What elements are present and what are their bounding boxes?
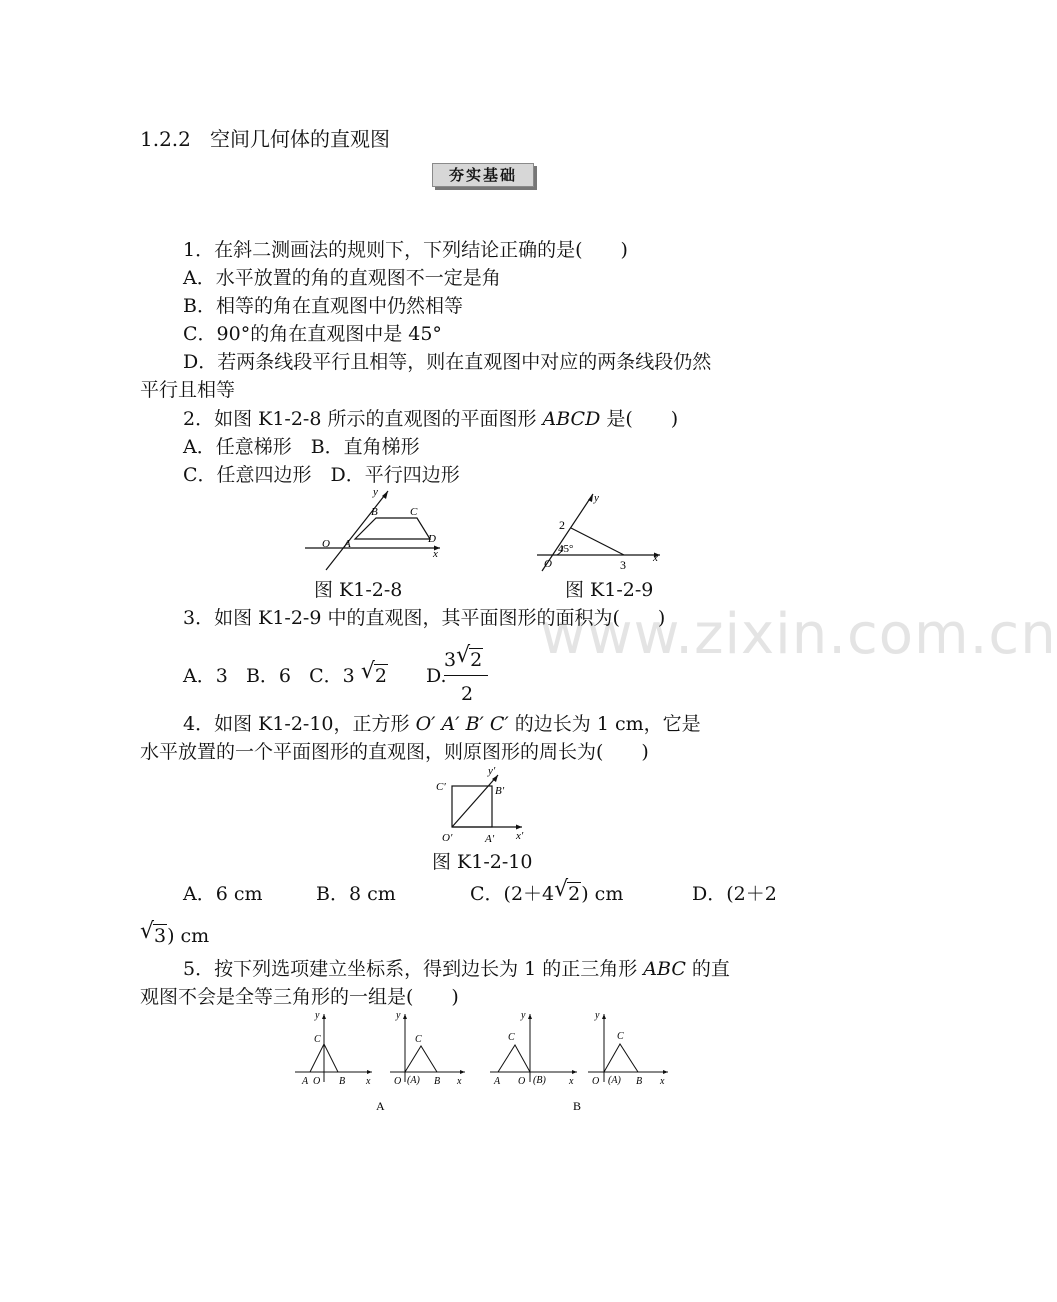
g2-label-a: (A) [407,1075,420,1086]
fig9-triangle-side [571,528,624,555]
q4-option-d-radical: √ 3 [140,919,167,947]
g4-label-y: y [595,1010,600,1021]
fig8-label-y: y [373,486,378,498]
q2-stem-text: 2．如图 K1-2-8 所示的直观图的平面图形 [183,408,543,430]
g4-label-a: (A) [608,1075,621,1086]
q4-option-c-radicand: 2 [568,883,581,905]
g3-label-y: y [521,1010,526,1021]
section-heading [140,123,390,152]
g3-label-o: O [518,1076,526,1087]
g3-label-b: (B) [533,1075,546,1086]
section-badge: 夯实基础 [432,163,534,187]
figure-k1-2-9 [532,488,667,574]
q3-option-d-numerator [444,643,483,674]
fig8-caption: 图 K1-2-8 [314,579,403,601]
q4-stem-end: 的边长为 1 cm，它是 [508,713,701,735]
q3-option-d-radical: √ 2 [456,643,483,671]
fig9-label-o: O [544,558,552,570]
g2-label-b: B [434,1076,441,1087]
q4-option-c-radical: √ 2 [554,877,581,905]
g1-label-o: O [313,1076,321,1087]
q4-stem-line2: 水平放置的一个平面图形的直观图，则原图形的周长为( ) [140,741,649,763]
q5-option-b-label: B [573,1099,582,1113]
g4-y-arrow [602,1014,606,1019]
fig8-trapezoid [355,518,430,539]
q2-options-cd: C．任意四边形 D．平行四边形 [183,464,460,486]
q4-option-d-end: ) cm [167,925,210,947]
g3-label-x: x [569,1076,574,1087]
q1-stem: 1．在斜二测画法的规则下，下列结论正确的是( ) [183,239,628,261]
g3-label-c: C [508,1032,515,1043]
fig10-label-x: x′ [516,830,524,842]
fig8-label-c: C [410,506,418,518]
section-number: 1.2.2 [140,127,191,151]
q5-graph-4 [588,1010,668,1087]
g1-label-c: C [314,1034,321,1045]
q3-option-d-label: D. [426,665,447,687]
fig10-x-arrow [516,825,522,830]
g2-x-arrow [460,1070,465,1074]
figure-k1-2-10 [434,762,534,848]
fig8-label-o: O [322,538,330,550]
fig10-label-a: A′ [485,833,495,845]
fig10-y-axis [452,775,498,827]
q4-option-c [470,877,624,908]
g1-y-arrow [322,1014,326,1019]
g4-label-c: C [617,1031,624,1042]
q2-stem-end: 是( ) [600,408,679,430]
q1-option-b: B．相等的角在直观图中仍然相等 [183,295,463,317]
q3-option-b: B．6 [245,665,291,687]
fig10-caption: 图 K1-2-10 [432,851,533,873]
q3-option-c: C．3 [309,665,355,687]
q5-stem-end: 的直 [685,958,730,980]
q5-stem-line2: 观图不会是全等三角形的一组是( ) [140,986,459,1008]
g4-label-x: x [660,1076,665,1087]
g2-y-arrow [403,1014,407,1019]
fig8-label-a: A [344,538,351,550]
g1-x-arrow [367,1070,372,1074]
fig8-label-d: D [428,533,436,545]
g2-label-y: y [396,1010,401,1021]
g1-label-y: y [315,1010,320,1021]
q5-stem-variable: ABC [643,958,686,980]
g1-label-b: B [339,1076,346,1087]
q4-option-d-radicand: 3 [154,925,167,947]
fig10-label-b: B′ [495,785,505,797]
q2-stem [183,405,678,433]
fig8-y-axis [326,491,388,570]
q4-option-a: A．6 cm [183,883,263,905]
q4-option-c-text: C．(2＋4 [470,883,555,905]
g2-triangle [405,1046,437,1072]
q5-figures [290,1006,680,1116]
q4-stem-variable: O′ A′ B′ C′ [415,713,509,735]
q1-option-d-line2: 平行且相等 [140,379,236,401]
q4-stem-line1 [183,710,701,738]
fig9-label-y: y [594,492,599,504]
q5-graph-3 [490,1010,577,1087]
fig9-caption: 图 K1-2-9 [565,579,654,601]
fig8-label-b: B [371,506,378,518]
q5-option-a-label: A [376,1099,385,1113]
q3-option-c-radicand: 2 [374,665,387,687]
fig10-label-y: y′ [488,765,496,777]
q3-option-c-radical: √ 2 [360,659,387,687]
q2-stem-variable: ABCD [542,408,601,430]
section-title: 空间几何体的直观图 [209,127,390,151]
g2-label-c: C [415,1034,422,1045]
fig9-label-3: 3 [620,558,626,572]
fig10-label-o: O′ [442,832,453,844]
q3-option-d-denominator: 2 [461,683,474,705]
q4-option-b: B．8 cm [316,883,396,905]
q4-option-d-cont [140,919,210,950]
g3-triangle [498,1045,530,1072]
watermark: www.zixin.com.cn [540,602,1057,667]
q3-stem: 3．如图 K1-2-9 中的直观图，其平面图形的面积为( ) [183,607,666,629]
g4-x-arrow [663,1070,668,1074]
g4-label-b: B [636,1076,643,1087]
q5-graph-2 [390,1010,465,1087]
figure-k1-2-8 [300,482,450,574]
q4-option-c-end: ) cm [581,883,624,905]
g3-x-arrow [572,1070,577,1074]
q5-stem-line1 [183,955,730,983]
q3-fraction-bar [444,675,488,676]
fig9-label-2: 2 [559,518,565,532]
q4-option-d: D．(2＋2 [692,883,777,905]
q1-option-d-line1: D．若两条线段平行且相等，则在直观图中对应的两条线段仍然 [183,351,712,373]
fig9-label-x: x [653,552,658,564]
q3-option-a: A．3 [183,665,228,687]
g4-label-o: O [592,1076,600,1087]
fig10-label-c: C′ [436,781,446,793]
q3-option-d-radicand: 2 [470,649,483,671]
g4-triangle [604,1044,638,1072]
q1-option-c: C．90°的角在直观图中是 45° [183,323,442,345]
g1-label-x: x [366,1076,371,1087]
q5-graph-1 [295,1010,372,1087]
q3-options [183,659,388,690]
g2-label-x: x [457,1076,462,1087]
q5-stem-text: 5．按下列选项建立坐标系，得到边长为 1 的正三角形 [183,958,644,980]
g2-label-o: O [394,1076,402,1087]
fig8-label-x: x [433,548,438,560]
q2-options-ab: A．任意梯形 B．直角梯形 [183,436,420,458]
q3-option-d-coef: 3 [444,649,457,671]
g3-label-a: A [494,1076,501,1087]
g1-label-a: A [302,1076,309,1087]
q4-stem-text: 4．如图 K1-2-10，正方形 [183,713,416,735]
g3-y-arrow [528,1014,532,1019]
fig9-label-45: 45° [558,543,574,555]
q1-option-a: A．水平放置的角的直观图不一定是角 [183,267,501,289]
